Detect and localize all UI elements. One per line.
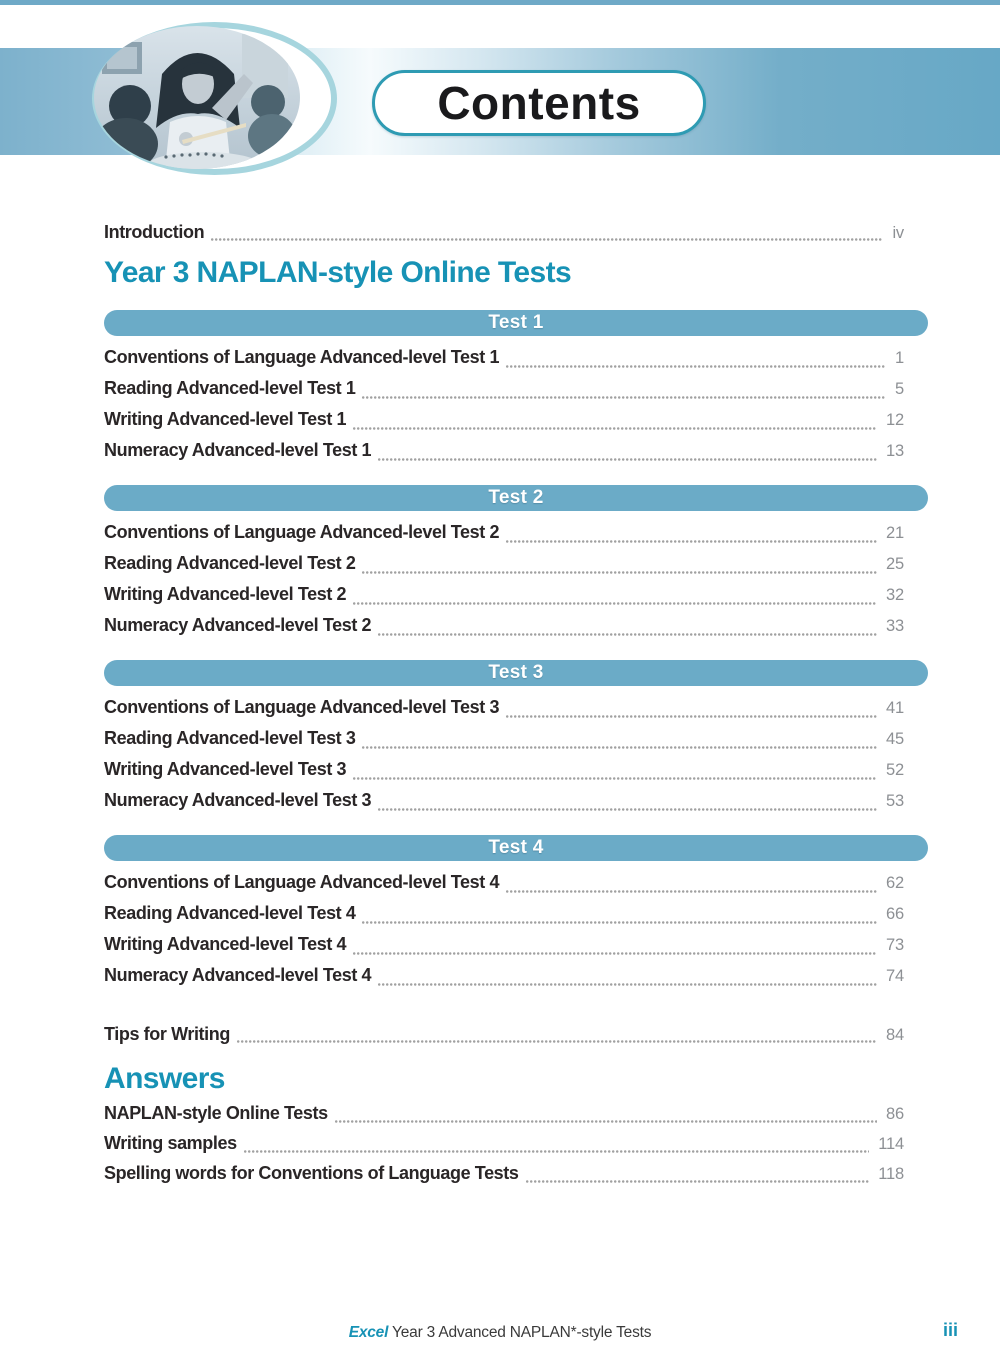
dotted-leader: [211, 237, 883, 246]
toc-entry-label: Conventions of Language Advanced-level Test 2: [104, 522, 500, 542]
dotted-leader: [378, 632, 877, 641]
toc-row: [104, 929, 904, 960]
dotted-leader: [378, 807, 877, 816]
toc-row-introduction: [104, 218, 904, 246]
dotted-leader: [244, 1149, 870, 1158]
dotted-leader: [526, 1179, 870, 1188]
dotted-leader: [378, 982, 877, 991]
toc-row: [104, 517, 904, 548]
toc-entry-label: Numeracy Advanced-level Test 2: [104, 615, 372, 635]
test-bar: Test 2: [104, 485, 928, 511]
toc-entry-page: 52: [886, 761, 904, 779]
answers-row: [104, 1158, 904, 1188]
dotted-leader: [506, 889, 877, 898]
toc-entry-page: 84: [886, 1026, 904, 1044]
toc-entry-page: 73: [886, 936, 904, 954]
toc-entry-page: 25: [886, 555, 904, 573]
toc-row: [104, 785, 904, 816]
toc-entry-page: 45: [886, 730, 904, 748]
footer-title-text: Year 3 Advanced NAPLAN*-style Tests: [392, 1324, 652, 1341]
toc-entry-page: 53: [886, 792, 904, 810]
dotted-leader: [353, 426, 877, 435]
dotted-leader: [353, 776, 877, 785]
dotted-leader: [353, 951, 877, 960]
answers-row: [104, 1128, 904, 1158]
page-number: iii: [942, 1320, 958, 1340]
classroom-photo: [94, 26, 300, 169]
toc-entry-label: Spelling words for Conventions of Language Tests: [104, 1163, 519, 1183]
toc-entry-page: 1: [895, 349, 904, 367]
toc-entry-label: Writing Advanced-level Test 2: [104, 584, 347, 604]
toc-entry-page: 21: [886, 524, 904, 542]
toc-row: [104, 610, 904, 641]
page-title: Contents: [437, 77, 641, 129]
toc-row: [104, 373, 904, 404]
dotted-leader: [506, 714, 877, 723]
contents-title-box: [372, 70, 706, 136]
toc-row: [104, 692, 904, 723]
test-bar: Test 3: [104, 660, 928, 686]
toc-entry-page: 74: [886, 967, 904, 985]
dotted-leader: [335, 1119, 877, 1128]
dotted-leader: [362, 395, 886, 404]
toc-entry-label: Introduction: [104, 222, 205, 242]
answers-row: [104, 1098, 904, 1128]
online-tests-heading: Year 3 NAPLAN-style Online Tests: [104, 256, 572, 289]
toc-entry-page: 5: [895, 380, 904, 398]
brand-logo-text: Excel: [348, 1324, 389, 1341]
toc-entry-page: iv: [892, 224, 904, 242]
toc-entry-label: Writing Advanced-level Test 3: [104, 759, 347, 779]
toc-row: [104, 898, 904, 929]
dotted-leader: [362, 570, 877, 579]
toc-entry-page: 13: [886, 442, 904, 460]
toc-entry-page: 86: [886, 1105, 904, 1123]
toc-row: [104, 342, 904, 373]
toc-entry-label: Numeracy Advanced-level Test 1: [104, 440, 372, 460]
test-section-4: [104, 835, 928, 991]
toc-entry-label: Writing Advanced-level Test 1: [104, 409, 347, 429]
toc-entry-label: NAPLAN-style Online Tests: [104, 1103, 328, 1123]
tips-row: [104, 1020, 904, 1048]
toc-row: [104, 579, 904, 610]
toc-entry-label: Tips for Writing: [104, 1024, 230, 1044]
toc-entry-page: 114: [878, 1135, 904, 1153]
toc-row: [104, 723, 904, 754]
toc-entry-page: 62: [886, 874, 904, 892]
test-bar: Test 4: [104, 835, 928, 861]
toc-entry-page: 32: [886, 586, 904, 604]
toc-entry-label: Reading Advanced-level Test 3: [104, 728, 356, 748]
toc-entry-page: 66: [886, 905, 904, 923]
toc-entry-label: Numeracy Advanced-level Test 4: [104, 965, 372, 985]
dotted-leader: [378, 457, 877, 466]
dotted-leader: [362, 920, 877, 929]
dotted-leader: [506, 539, 877, 548]
toc-row: [104, 867, 904, 898]
dotted-leader: [506, 364, 886, 373]
toc-entry-label: Writing Advanced-level Test 4: [104, 934, 347, 954]
toc-row: [104, 754, 904, 785]
test-section-1: [104, 310, 928, 466]
toc-entry-label: Numeracy Advanced-level Test 3: [104, 790, 372, 810]
test-section-2: [104, 485, 928, 641]
toc-entry-page: 41: [886, 699, 904, 717]
toc-row: [104, 548, 904, 579]
toc-entry-page: 33: [886, 617, 904, 635]
toc-entry-label: Writing samples: [104, 1133, 237, 1153]
dotted-leader: [237, 1039, 877, 1048]
toc-entry-page: 118: [878, 1165, 904, 1183]
toc-entry-label: Conventions of Language Advanced-level Test 3: [104, 697, 500, 717]
answers-heading: Answers: [104, 1062, 225, 1095]
dotted-leader: [353, 601, 877, 610]
toc-entry-label: Reading Advanced-level Test 2: [104, 553, 356, 573]
top-edge-strip: [0, 0, 1000, 5]
footer-book-title: [0, 1324, 1000, 1342]
dotted-leader: [362, 745, 877, 754]
toc-entry-page: 12: [886, 411, 904, 429]
toc-row: [104, 404, 904, 435]
test-section-3: [104, 660, 928, 816]
toc-row: [104, 960, 904, 991]
answers-section: [104, 1098, 928, 1188]
toc-row: [104, 435, 904, 466]
toc-entry-label: Conventions of Language Advanced-level Test 1: [104, 347, 500, 367]
test-bar: Test 1: [104, 310, 928, 336]
toc-entry-label: Reading Advanced-level Test 4: [104, 903, 356, 923]
toc-entry-label: Conventions of Language Advanced-level Test 4: [104, 872, 500, 892]
toc-entry-label: Reading Advanced-level Test 1: [104, 378, 356, 398]
